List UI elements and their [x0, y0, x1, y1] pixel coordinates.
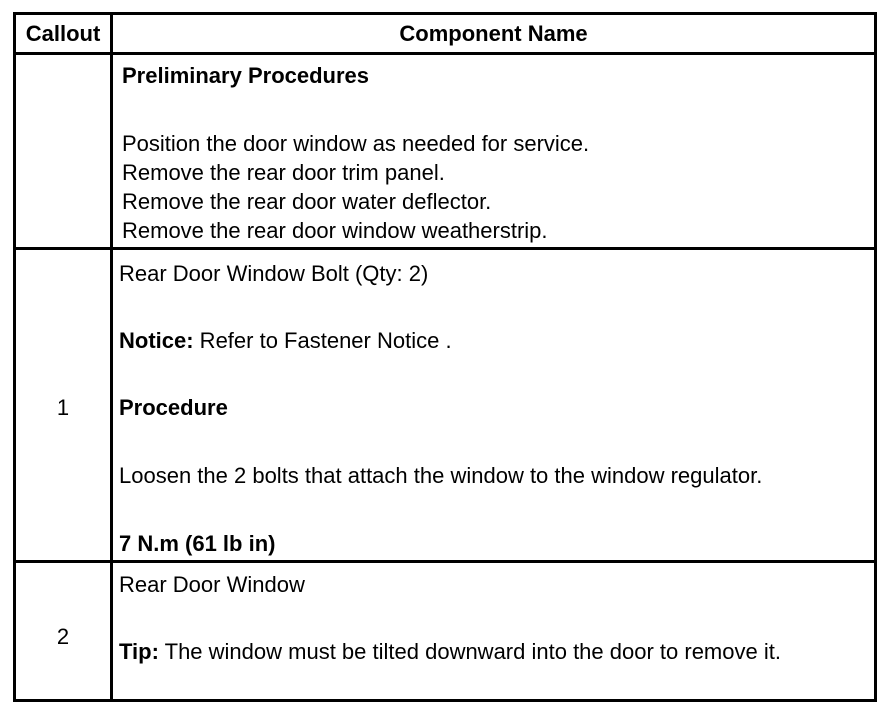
notice-label: Notice: [119, 328, 194, 353]
preliminary-step: Remove the rear door trim panel. [122, 160, 445, 185]
row-divider [16, 247, 874, 250]
callout-number: 2 [56, 624, 70, 649]
preliminary-title: Preliminary Procedures [122, 63, 370, 88]
column-divider [110, 15, 113, 699]
preliminary-step: Position the door window as needed for service. [122, 131, 590, 156]
header-callout: Callout [25, 21, 101, 46]
procedure-table [13, 12, 877, 702]
component-name: Rear Door Window Bolt (Qty: 2) [119, 261, 429, 286]
component-name: Rear Door Window [119, 572, 305, 597]
preliminary-step: Remove the rear door window weatherstrip. [122, 218, 548, 243]
procedure-label: Procedure [119, 395, 228, 420]
notice-line [119, 328, 452, 354]
callout-number: 1 [56, 395, 70, 420]
preliminary-step: Remove the rear door water deflector. [122, 189, 492, 214]
row-divider [16, 560, 874, 563]
notice-text: Refer to Fastener Notice . [193, 328, 452, 353]
torque-spec: 7 N.m (61 lb in) [119, 531, 276, 556]
tip-label: Tip: [119, 639, 159, 664]
procedure-text: Loosen the 2 bolts that attach the window to the window regulator. [119, 463, 763, 488]
header-divider [16, 52, 874, 55]
tip-line [119, 639, 781, 665]
tip-text: The window must be tilted downward into the door to remove it. [158, 639, 781, 664]
header-component-name: Component Name [399, 21, 588, 46]
